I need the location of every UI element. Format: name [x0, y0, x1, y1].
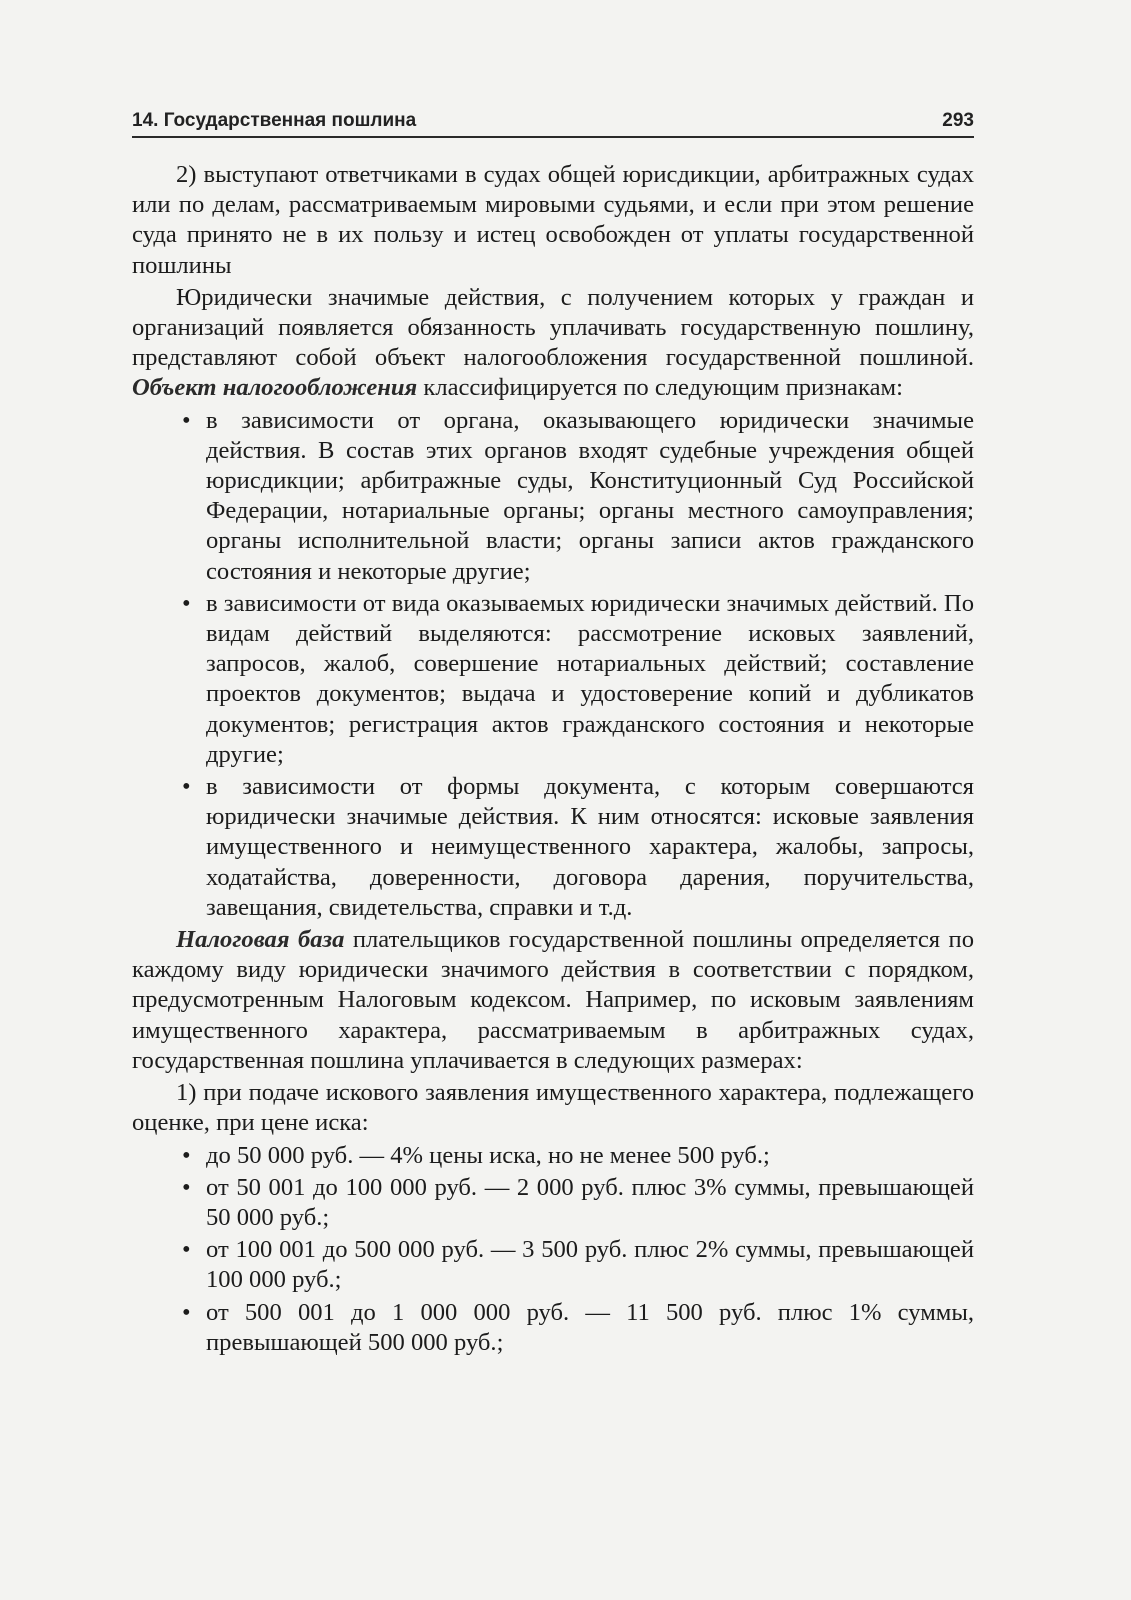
- term-taxation-object: Объект налогообложения: [132, 374, 418, 402]
- paragraph-taxation-object: [132, 283, 974, 404]
- list-item: • от 50 001 до 100 000 руб. — 2 000 руб. плюс 3% суммы, превышающей 50 000 руб.;: [206, 1173, 974, 1233]
- page-number: 293: [942, 110, 974, 131]
- chapter-title: 14. Государственная пошлина: [132, 110, 417, 131]
- list-item: • в зависимости от органа, оказывающего юридически значимые действия. В состав этих органов входят судебные учреждения общей юрисдикции; арбитражные суды, Конституционный Суд Российской Федерации, нотариальные органы; органы местного самоуправления; органы исполнительной власти; органы записи актов гражданского состояния и некоторые другие;: [206, 406, 974, 587]
- paragraph-text: классифицируется по следующим признакам:: [417, 374, 903, 402]
- list-item: • от 100 001 до 500 000 руб. — 3 500 руб. плюс 2% суммы, превышающей 100 000 руб.;: [206, 1235, 974, 1295]
- term-tax-base: Налоговая база: [176, 926, 345, 954]
- list-item: • от 500 001 до 1 000 000 руб. — 11 500 руб. плюс 1% суммы, превышающей 500 000 руб.;: [206, 1298, 974, 1358]
- paragraph-tax-base: [132, 925, 974, 1076]
- paragraph-text: плательщиков государственной пошлины определяется по каждому виду юридически значимого действия в соответствии с порядком, предусмотренным Налоговым кодексом. Например, по исковым заявлениям имущественного характера, рассматриваемым в арбитражных судах, государственная пошлина уплачивается в следующих размерах:: [132, 926, 975, 1074]
- list-item: • в зависимости от формы документа, с которым совершаются юридически значимые действия. К ним относятся: исковые заявления имущественного и неимущественного характера, жалобы, запросы, ходатайства, доверенности, договора дарения, поручительства, завещания, свидетельства, справки и т.д.: [206, 772, 974, 923]
- paragraph-claim-filing: 1) при подаче искового заявления имущественного характера, подлежащего оценке, при цене иска:: [132, 1079, 974, 1137]
- rate-list: [132, 1141, 974, 1358]
- list-item: • до 50 000 руб. — 4% цены иска, но не менее 500 руб.;: [206, 1141, 974, 1171]
- book-page: [132, 110, 974, 1360]
- paragraph-defendants: 2) выступают ответчиками в судах общей юрисдикции, арбитражных судах или по делам, рассматриваемым мировыми судьями, и если при этом решение суда принято не в их пользу и истец освобожден от уплаты государственной пошлины: [132, 161, 974, 279]
- paragraph-text: Юридически значимые действия, с получением которых у граждан и организаций появляется обязанность уплачивать государственную пошлину, представляют собой объект налогообложения государственной пошлиной.: [132, 283, 974, 372]
- running-header: [132, 110, 974, 138]
- classification-list: [132, 406, 974, 923]
- list-item: • в зависимости от вида оказываемых юридически значимых действий. По видам действий выделяются: рассмотрение исковых заявлений, запросов, жалоб, совершение нотариальных действий; составление проектов документов; выдача и удостоверение копий и дубликатов документов; регистрация актов гражданского состояния и некоторые другие;: [206, 589, 974, 770]
- page-body: [132, 160, 974, 1358]
